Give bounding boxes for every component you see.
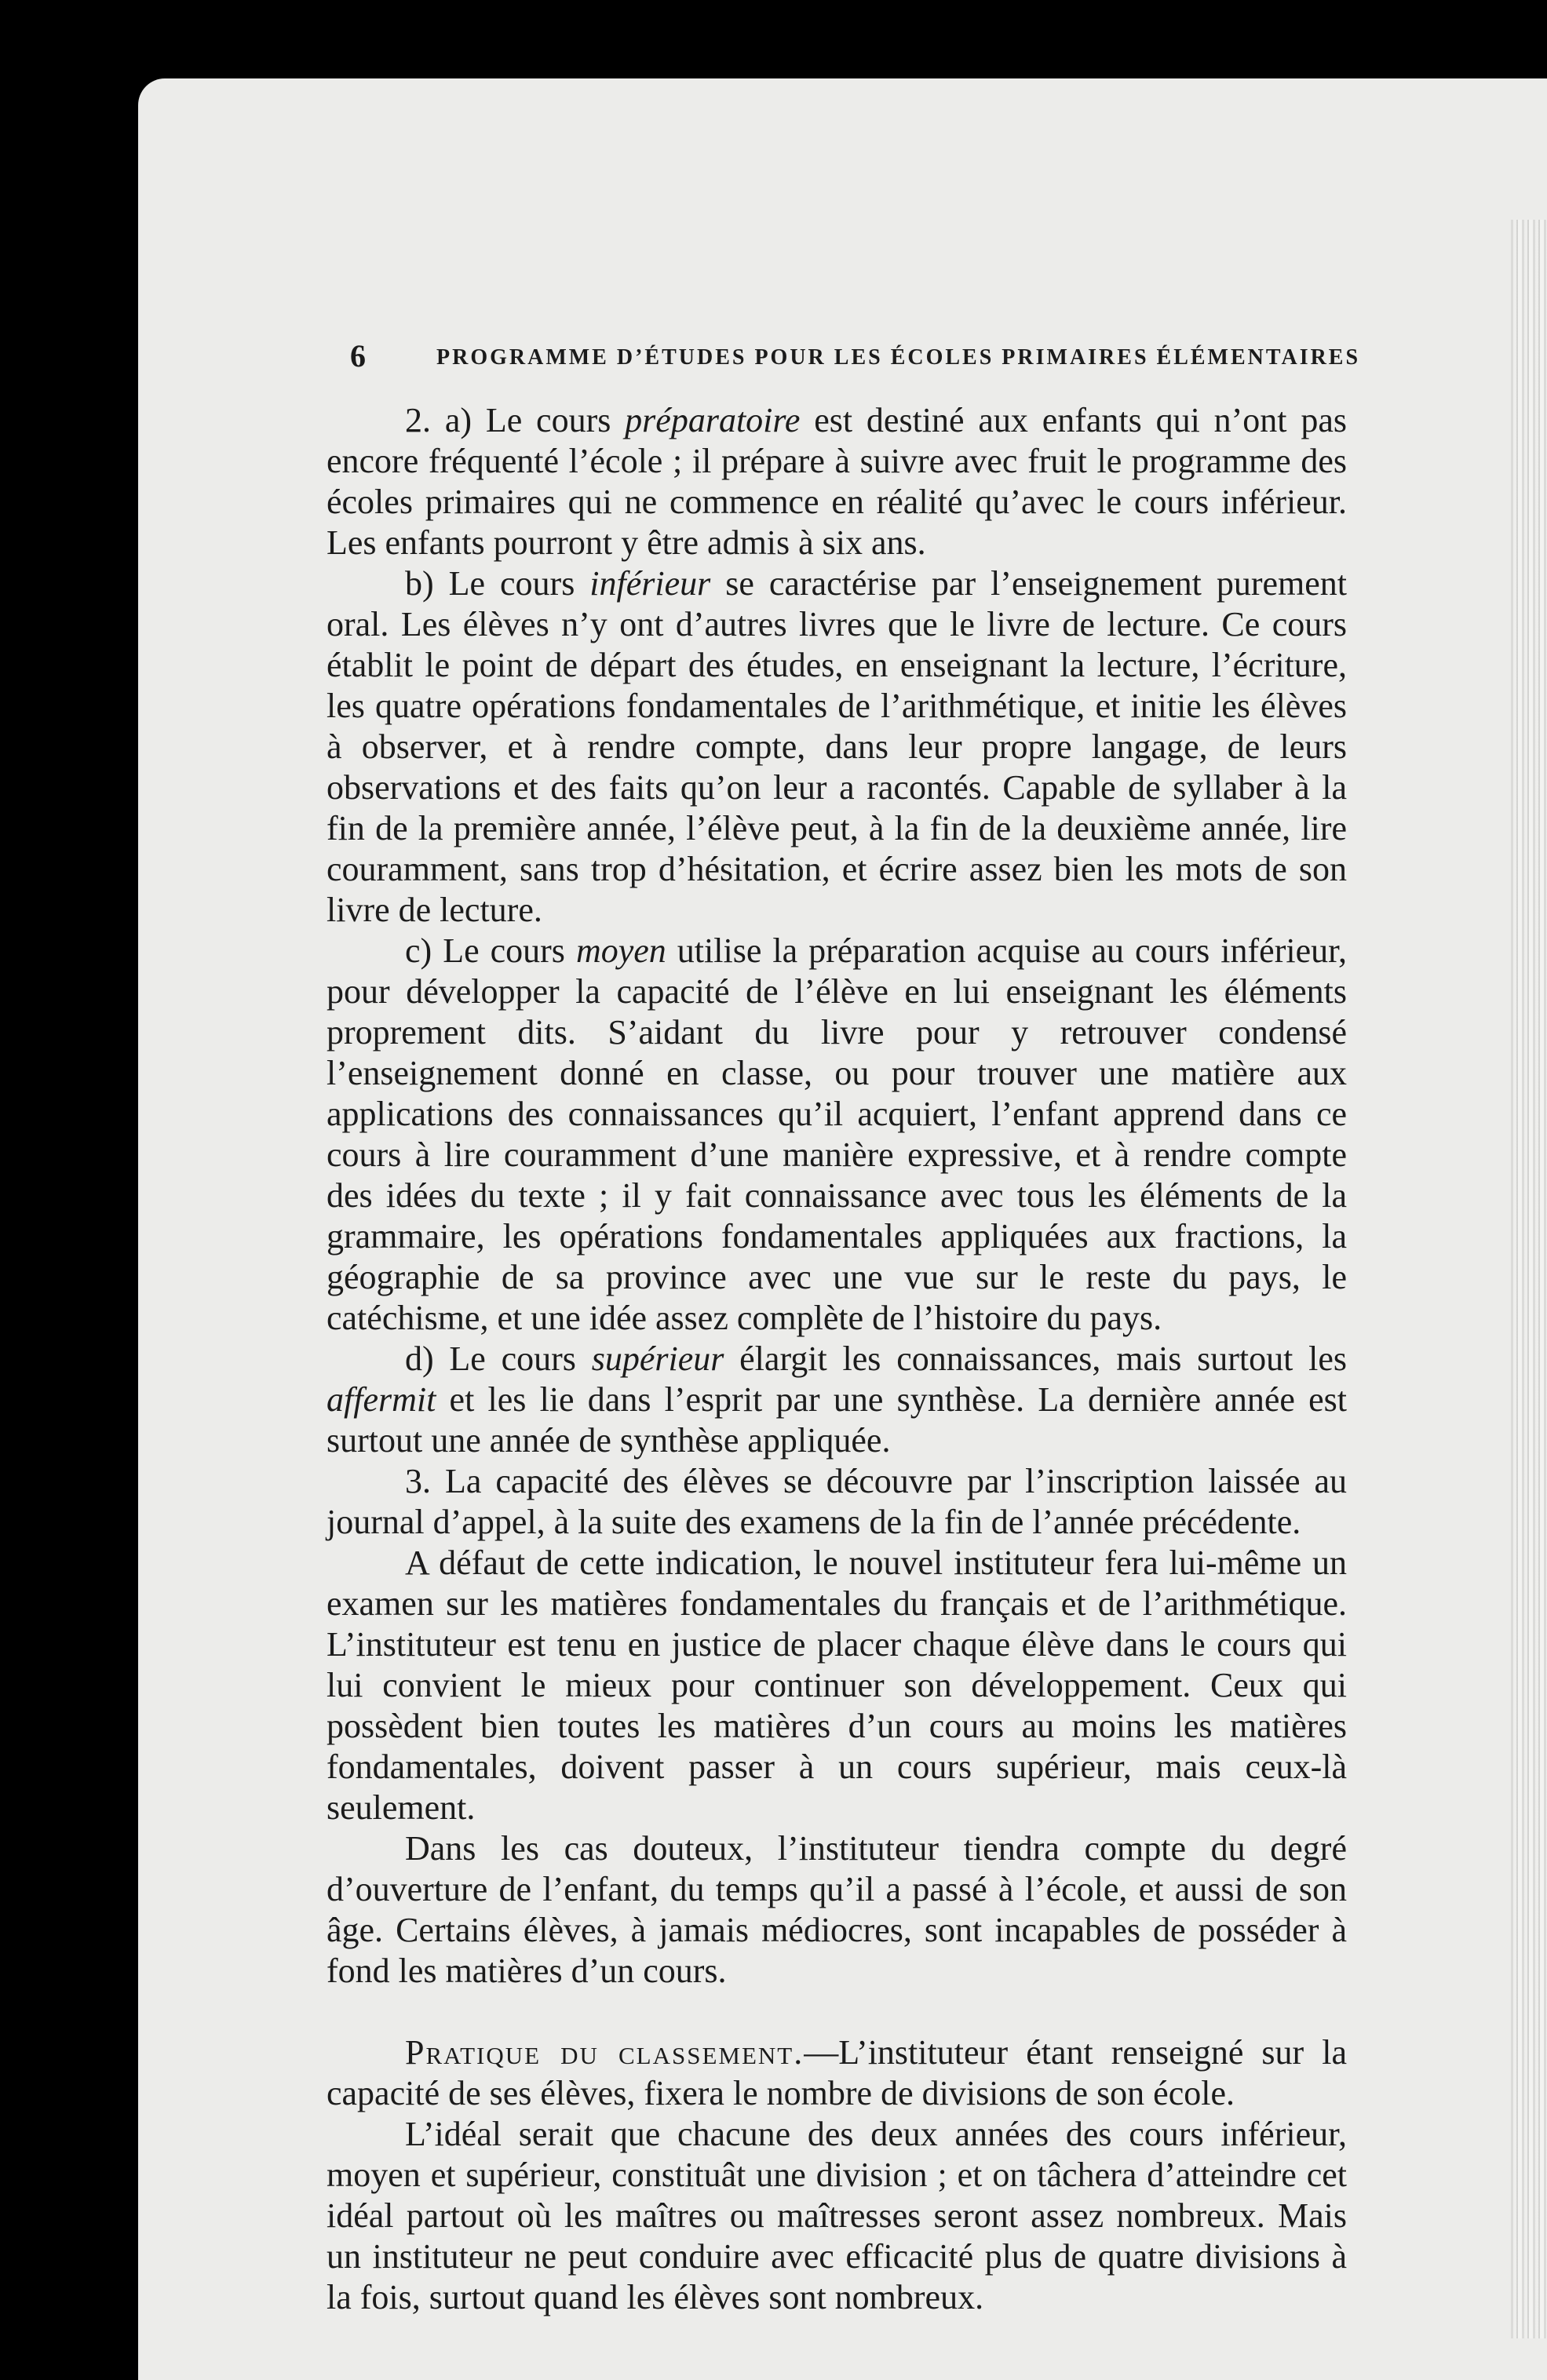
section-heading: Pratique du classement. (405, 2033, 805, 2072)
paragraph-5: Dans les cas douteux, l’instituteur tiendra compte du degré d’ouverture de l’enfant, du temps qu’il a passé à l’école, et aussi de son âge. Certains élèves, à jamais médiocres, sont incapables de posséder à fond les matières d’un cours. (327, 1829, 1347, 1990)
page-header (350, 337, 1527, 377)
page-edge-texture (1511, 220, 1547, 2338)
body-text (327, 400, 1347, 2318)
document-page (138, 78, 1547, 2380)
paragraph-2c: c) Le cours moyen utilise la préparation acquise au cours inférieur, pour développer la capacité de l’élève en lui enseignant les éléments proprement dits. S’aidant du livre pour y retrouver condensé l’enseignement donné en classe, ou pour trouver une matière aux applications des connaissances qu’il acquiert, l’enfant apprend dans ce cours à lire couramment d’une manière expressive, et à rendre compte des idées du texte ; il y fait connaissance avec tous les éléments de la grammaire, les opérations fondamentales appliquées aux fractions, la géographie de sa province avec une vue sur le reste du pays, le catéchisme, et une idée assez complète de l’histoire du pays. (327, 931, 1347, 1337)
paragraph-2b: b) Le cours inférieur se caractérise par l’enseignement purement oral. Les élèves n’y ont d’autres livres que le livre de lecture. Ce cours établit le point de départ des études, en enseignant la lecture, l’écriture, les quatre opérations fondamentales de l’arithmétique, et initie les élèves à observer, et à rendre compte, dans leur propre langage, de leurs observations et des faits qu’on leur a racontés. Capable de syllaber à la fin de la première année, l’élève peut, à la fin de la deuxième année, lire couramment, sans trop d’hésitation, et écrire assez bien les mots de son livre de lecture. (327, 564, 1347, 929)
running-title: PROGRAMME D’ÉTUDES POUR LES ÉCOLES PRIMAIRES ÉLÉMENTAIRES (436, 345, 1361, 370)
page-number: 6 (350, 338, 366, 374)
paragraph-4: A défaut de cette indication, le nouvel instituteur fera lui-même un examen sur les matières fondamentales du français et de l’arithmétique. L’instituteur est tenu en justice de placer chaque élève dans le cours qui lui convient le mieux pour continuer son développement. Ceux qui possèdent bien toutes les matières d’un cours au moins les matières fondamentales, doivent passer à un cours supérieur, mais ceux-là seulement. (327, 1544, 1347, 1827)
paragraph-classement: Pratique du classement.—L’instituteur étant renseigné sur la capacité de ses élèves, fixera le nombre de divisions de son école. (327, 2033, 1348, 2112)
paragraph-2a: 2. a) Le cours préparatoire est destiné aux enfants qui n’ont pas encore fréquenté l’école ; il prépare à suivre avec fruit le programme des écoles primaires qui ne commence en réalité qu’avec le cours inférieur. Les enfants pourront y être admis à six ans. (327, 401, 1347, 562)
paragraph-7: L’idéal serait que chacune des deux années des cours inférieur, moyen et supérieur, constituât une division ; et on tâchera d’atteindre cet idéal partout où les maîtres ou maîtresses seront assez nombreux. Mais un instituteur ne peut conduire avec efficacité plus de quatre divisions à la fois, surtout quand les élèves sont nombreux. (327, 2115, 1347, 2316)
paragraph-2d: d) Le cours supérieur élargit les connaissances, mais surtout les affermit et les lie dans l’esprit par une synthèse. La dernière année est surtout une année de synthèse appliquée. (327, 1339, 1347, 1460)
paragraph-3: 3. La capacité des élèves se découvre par l’inscription laissée au journal d’appel, à la suite des examens de la fin de l’année précédente. (327, 1462, 1347, 1541)
